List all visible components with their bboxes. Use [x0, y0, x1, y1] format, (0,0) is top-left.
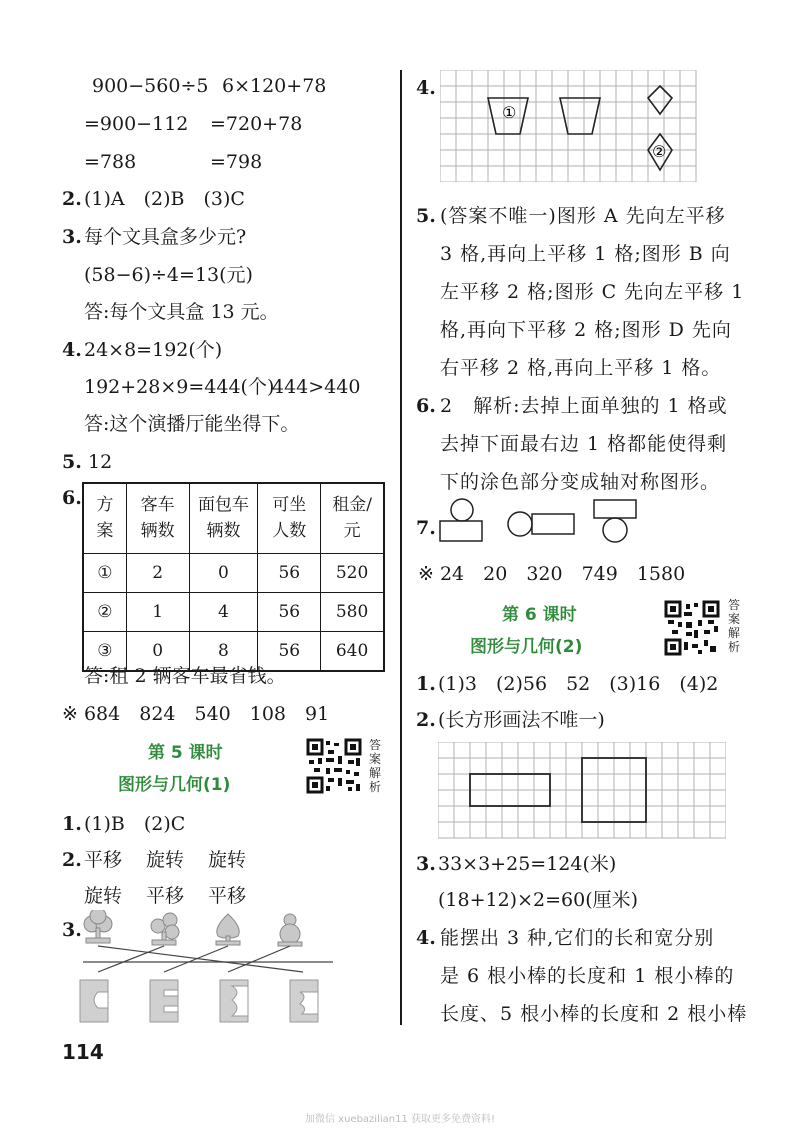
header-cell: 客车 辆数 — [126, 483, 189, 553]
r-q6-number: 6. — [416, 395, 436, 417]
q3-number: 3. — [62, 226, 82, 248]
table-cell: 4 — [189, 592, 258, 631]
page-number: 114 — [62, 1040, 104, 1064]
q4-line2b: 444>440 — [272, 376, 361, 398]
qr-code-icon — [306, 738, 362, 794]
table-cell: 520 — [321, 553, 384, 592]
circled-number-1: ① — [502, 103, 517, 122]
r-q4-number: 4. — [416, 77, 436, 99]
table-header-row — [83, 483, 384, 553]
l5-q2-number: 2. — [62, 849, 82, 871]
table-cell: 640 — [321, 631, 384, 671]
q4-number: 4. — [62, 339, 82, 361]
table-cell: 2 — [126, 553, 189, 592]
footer-watermark: 加微信 xuebazilian11 获取更多免费资料! — [304, 1114, 496, 1125]
q5-text: 12 — [88, 451, 113, 473]
grid-shapes-figure — [440, 70, 698, 182]
table-cell: ② — [83, 592, 126, 631]
rental-plan-table — [82, 482, 385, 672]
right-extra-numbers: ※ 24 20 320 749 1580 — [418, 563, 686, 585]
q4-line2a: 192+28×9=444(个) — [84, 376, 275, 398]
l6-q3-line1: 33×3+25=124(米) — [438, 853, 617, 875]
r-q5-line: 3 格,再向上平移 1 格;图形 B 向 — [440, 243, 731, 265]
lesson6-subtitle: 图形与几何(2) — [470, 637, 583, 657]
r-q5-number: 5. — [416, 205, 436, 227]
l5-q2-word: 旋转 — [146, 849, 185, 871]
l6-q4-number: 4. — [416, 927, 436, 949]
r-q7-number: 7. — [416, 517, 436, 539]
q6-number: 6. — [62, 487, 82, 509]
table-row — [83, 553, 384, 592]
header-cell: 面包车 辆数 — [189, 483, 258, 553]
l5-q2-word: 平移 — [146, 885, 185, 907]
r-q6-line: 2 解析:去掉上面单独的 1 格或 — [440, 395, 728, 417]
circled-number-2: ② — [652, 142, 667, 161]
l6-q2-number: 2. — [416, 709, 436, 731]
l5-q2-word: 旋转 — [208, 849, 247, 871]
q3-line1: 每个文具盒多少元? — [84, 226, 247, 248]
l5-q2-word: 平移 — [84, 849, 123, 871]
table-cell: 0 — [189, 553, 258, 592]
q2-text: (1)A (2)B (3)C — [84, 188, 245, 210]
table-row — [83, 592, 384, 631]
qr-label: 答案解析 — [368, 738, 381, 794]
column-divider — [400, 70, 402, 1025]
l5-q2-word: 旋转 — [84, 885, 123, 907]
table-cell: 56 — [258, 592, 321, 631]
table-cell: 56 — [258, 631, 321, 671]
calc-a2: =900−112 — [84, 113, 189, 135]
calc-a1: 900−560÷5 — [92, 75, 209, 97]
header-cell: 租金/ 元 — [321, 483, 384, 553]
r-q6-line: 去掉下面最右边 1 格都能使得剩 — [440, 433, 728, 455]
table-cell: ① — [83, 553, 126, 592]
header-cell: 可坐 人数 — [258, 483, 321, 553]
symmetry-shapes-figure — [436, 496, 676, 546]
left-extra-numbers: ※ 684 824 540 108 91 — [62, 703, 330, 725]
l6-q3-number: 3. — [416, 853, 436, 875]
q4-line3: 答:这个演播厅能坐得下。 — [84, 413, 300, 435]
table-cell: ③ — [83, 631, 126, 671]
l5-q3-number: 3. — [62, 919, 82, 941]
table-cell: 8 — [189, 631, 258, 671]
l5-q1-text: (1)B (2)C — [84, 813, 186, 835]
q6-answer: 答:租 2 辆客车最省钱。 — [84, 665, 286, 687]
q3-line2: (58−6)÷4=13(元) — [84, 264, 253, 286]
shape-matching-figure — [78, 910, 348, 1025]
calc-a3: =788 — [84, 151, 137, 173]
r-q5-line: 格,再向下平移 2 格;图形 D 先向 — [440, 319, 732, 341]
lesson5-subtitle: 图形与几何(1) — [118, 775, 231, 795]
calc-b2: =720+78 — [210, 113, 303, 135]
l6-q4-line: 是 6 根小棒的长度和 1 根小棒的 — [440, 965, 735, 987]
l6-q1-text: (1)3 (2)56 52 (3)16 (4)2 — [438, 673, 719, 695]
r-q5-line: 右平移 2 格,再向上平移 1 格。 — [440, 357, 722, 379]
table-cell: 580 — [321, 592, 384, 631]
table-cell: 0 — [126, 631, 189, 671]
r-q5-line: 左平移 2 格;图形 C 先向左平移 1 — [440, 281, 745, 303]
qr-code-icon — [664, 600, 720, 656]
l6-q4-line: 长度、5 根小棒的长度和 2 根小棒 — [440, 1003, 748, 1025]
qr-label: 答案解析 — [727, 598, 740, 654]
l6-q1-number: 1. — [416, 673, 436, 695]
lesson5-title: 第 5 课时 — [148, 743, 223, 763]
q5-number: 5. — [62, 451, 82, 473]
table-cell: 1 — [126, 592, 189, 631]
q3-line3: 答:每个文具盒 13 元。 — [84, 301, 279, 323]
rectangle-grid-figure — [438, 742, 726, 842]
q2-number: 2. — [62, 188, 82, 210]
calc-b1: 6×120+78 — [222, 75, 327, 97]
l6-q2-text: (长方形画法不唯一) — [438, 709, 605, 731]
q4-line1: 24×8=192(个) — [84, 339, 223, 361]
header-cell: 方 案 — [83, 483, 126, 553]
lesson6-title: 第 6 课时 — [502, 605, 577, 625]
r-q6-line: 下的涂色部分变成轴对称图形。 — [440, 471, 721, 493]
l5-q1-number: 1. — [62, 813, 82, 835]
table-cell: 56 — [258, 553, 321, 592]
r-q5-line: (答案不唯一)图形 A 先向左平移 — [440, 205, 726, 227]
l6-q3-line2: (18+12)×2=60(厘米) — [438, 889, 639, 911]
l6-q4-line: 能摆出 3 种,它们的长和宽分别 — [440, 927, 715, 949]
calc-b3: =798 — [210, 151, 263, 173]
l5-q2-word: 平移 — [208, 885, 247, 907]
